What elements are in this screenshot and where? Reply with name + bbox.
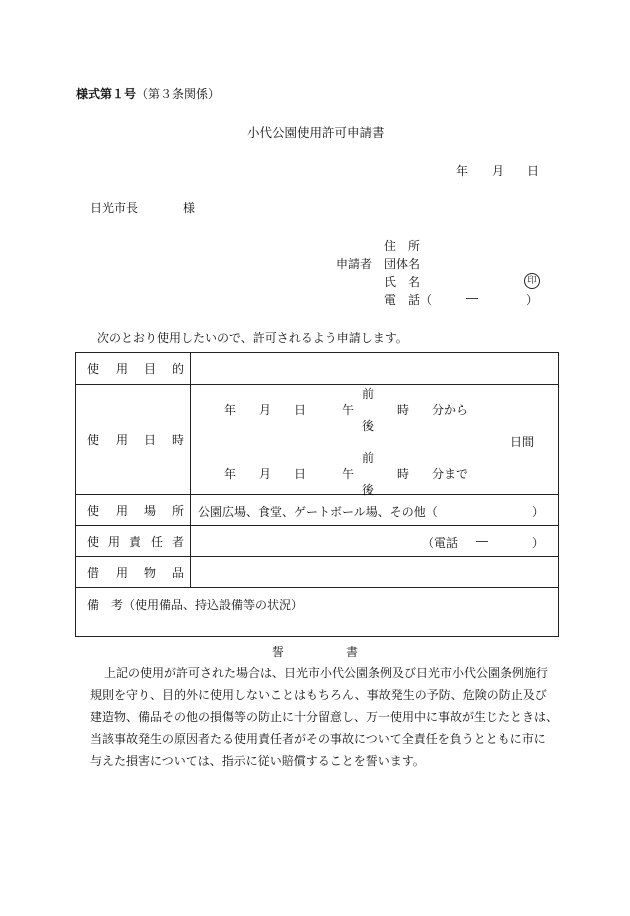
form-number-bold: 様式第１号 (76, 87, 137, 101)
items-input[interactable] (191, 557, 557, 587)
pledge-line: 上記の使用が許可された場合は、日光市小代公園条例及び日光市小代公園条例施行 (104, 666, 549, 680)
addressee-name: 日光市長 (90, 201, 139, 215)
responsible-close: ） (532, 536, 545, 550)
row-responsible (76, 526, 558, 557)
row-datetime (76, 385, 558, 495)
label-place: 使 用 場 所 (87, 503, 185, 518)
seal-mark (524, 272, 540, 289)
pledge-line: 与えた損害については、指示に従い賠償することを誓います。 (90, 754, 425, 768)
row-place (76, 495, 558, 526)
label-items: 借 用 物 品 (87, 565, 185, 580)
application-table (75, 352, 559, 637)
pledge-line: 規則を守り、目的外に使用しないことはもちろん、事故発生の予防、危険の防止及び (90, 688, 547, 702)
responsible-phone: （電話 (422, 536, 459, 550)
addressee-honorific: 様 (183, 201, 196, 215)
intro-text: 次のとおり使用したいので、許可されるよう申請します。 (97, 331, 408, 345)
end-hour: 時 (397, 467, 410, 481)
applicant-phone-dash: ― (466, 291, 478, 305)
datetime-input[interactable] (191, 385, 557, 497)
label-responsible: 使 用 責 任 者 (87, 534, 185, 549)
purpose-input[interactable] (191, 353, 557, 384)
end-ampm-top: 前 (362, 451, 375, 465)
start-day: 日 (294, 403, 307, 417)
date-year: 年 (456, 164, 469, 178)
remarks-label: 備 考（使用備品、持込設備等の状況） (87, 598, 304, 612)
row-purpose (76, 353, 558, 385)
row-items (76, 557, 558, 588)
label-purpose: 使 用 目 的 (87, 362, 185, 376)
start-ampm-bottom: 後 (362, 419, 375, 433)
pledge-line: 建造物、備品その他の損傷等の防止に十分留意し、万一使用中に事故が生じたときは、 (90, 710, 559, 724)
start-suffix: 分から (432, 403, 469, 417)
end-year: 年 (224, 467, 237, 481)
place-options: 公園広場、食堂、ゲートボール場、その他（ (198, 505, 438, 519)
page-title: 小代公園使用許可申請書 (247, 125, 385, 140)
start-hour: 時 (397, 403, 410, 417)
start-month: 月 (259, 403, 272, 417)
start-year: 年 (224, 403, 237, 417)
place-input[interactable] (191, 495, 557, 525)
date-day: 日 (527, 164, 540, 178)
seal-icon: 印 (524, 273, 540, 289)
end-day: 日 (294, 467, 307, 481)
end-noon: 午 (342, 467, 355, 481)
applicant-group-label: 団体名 (384, 257, 421, 271)
pledge-title-2: 書 (346, 645, 359, 659)
place-close: ） (532, 505, 545, 519)
days-label: 日間 (510, 435, 535, 449)
pledge-title-1: 誓 (272, 645, 285, 659)
applicant-name-label: 氏 名 (384, 275, 421, 289)
start-ampm-top: 前 (362, 387, 375, 401)
responsible-dash: ― (476, 534, 488, 548)
end-ampm-bottom: 後 (362, 483, 375, 497)
form-number (76, 85, 220, 102)
end-suffix: 分まで (432, 467, 469, 481)
remarks-input[interactable] (76, 610, 558, 635)
label-datetime: 使 用 日 時 (87, 433, 185, 447)
pledge-line: 当該事故発生の原因者たる使用責任者がその事故について全責任を負うとともに市に (90, 732, 546, 746)
start-noon: 午 (342, 403, 355, 417)
form-number-paren: （第３条関係） (136, 87, 221, 101)
responsible-input[interactable] (191, 526, 557, 556)
end-month: 月 (259, 467, 272, 481)
applicant-label: 申請者 (336, 257, 373, 271)
applicant-address-label: 住 所 (384, 239, 421, 253)
date-month: 月 (492, 164, 505, 178)
row-remarks (76, 588, 558, 635)
applicant-phone-label: 電 話（ (384, 293, 433, 307)
applicant-phone-close: ） (526, 293, 539, 307)
